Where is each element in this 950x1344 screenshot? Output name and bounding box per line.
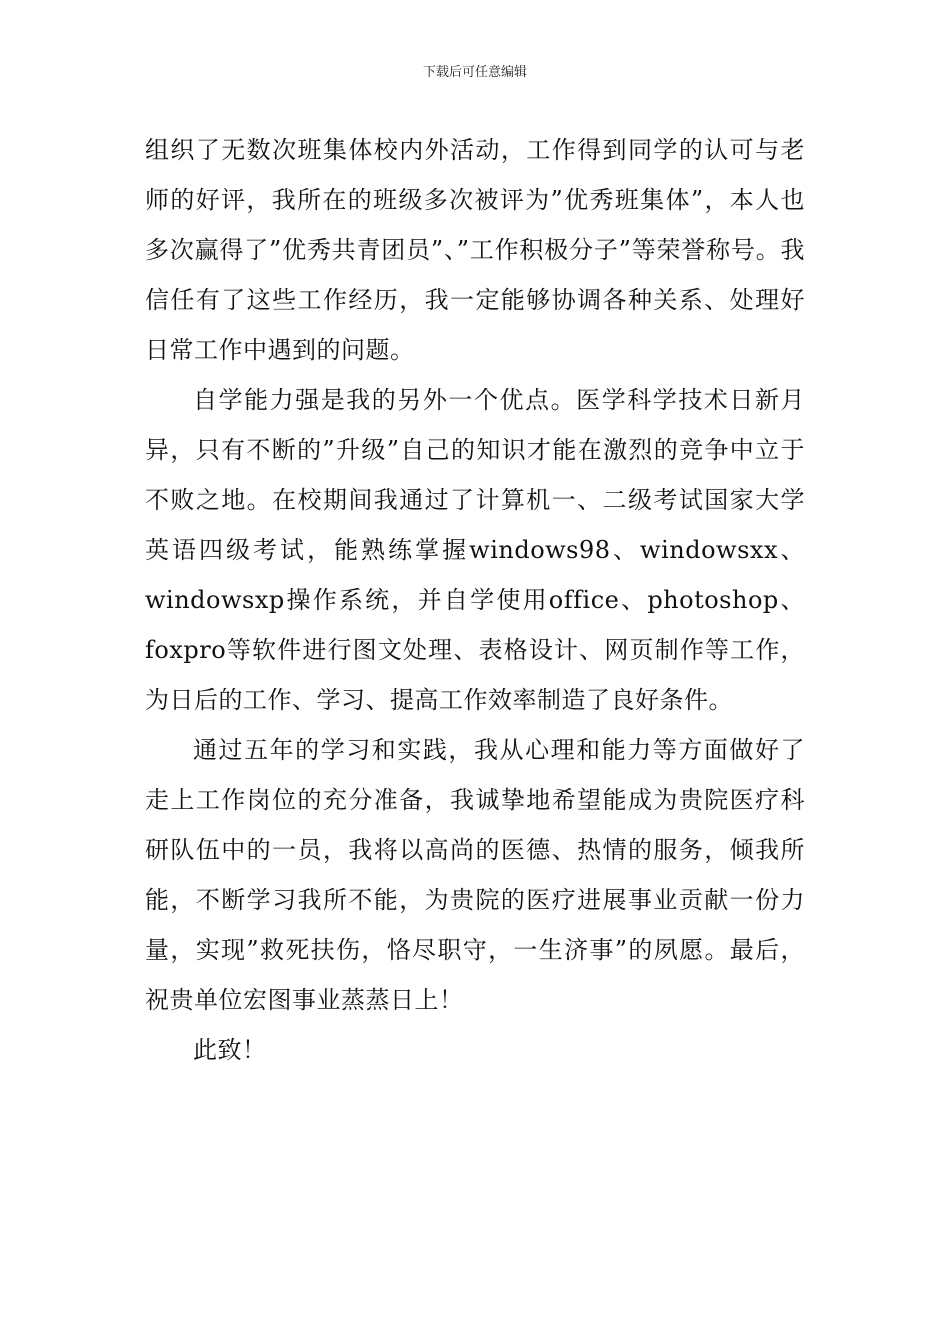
paragraph-activities: 组织了无数次班集体校内外活动，工作得到同学的认可与老师的好评，我所在的班级多次被评为”优秀班集体”，本人也多次赢得了”优秀共青团员”、”工作积极分子”等荣誉称号。我信任有了这些工作经历，我一定能够协调各种关系、处理好日常工作中遇到的问题。: [145, 136, 805, 364]
page-header: 下载后可任意编辑: [422, 65, 527, 80]
paragraph-self-study: 自学能力强是我的另外一个优点。医学科学技术日新月异，只有不断的”升级”自己的知识才能在激烈的竞争中立于不败之地。在校期间我通过了计算机一、二级考试国家大学英语四级考试，能熟练掌握windows98、windowsxx、windowsxp操作系统，并自学使用office、photoshop、foxpro等软件进行图文处理、表格设计、网页制作等工作，为日后的工作、学习、提高工作效率制造了良好条件。: [145, 386, 805, 714]
closing-salutation: 此致！: [193, 1036, 267, 1064]
paragraph-conclusion: 通过五年的学习和实践，我从心理和能力等方面做好了走上工作岗位的充分准备，我诚挚地希望能成为贵院医疗科研队伍中的一员，我将以高尚的医德、热情的服务，倾我所能，不断学习我所不能，为贵院的医疗进展事业贡献一份力量，实现”救死扶伤，恪尽职守，一生济事”的夙愿。最后，祝贵单位宏图事业蒸蒸日上！: [145, 736, 805, 1014]
document-body: [145, 125, 805, 1075]
